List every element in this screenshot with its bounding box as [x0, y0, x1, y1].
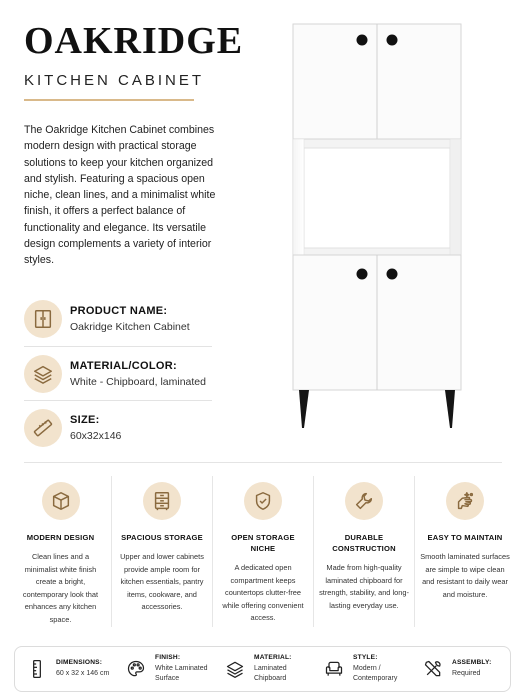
spec-material — [24, 346, 212, 400]
ruler-icon — [27, 659, 47, 679]
summary-value: Laminated Chipboard — [254, 665, 287, 682]
summary-assembly — [411, 659, 510, 679]
feature-title: DURABLE CONSTRUCTION — [332, 533, 396, 553]
summary-label: FINISH: — [155, 654, 181, 661]
section-divider — [24, 462, 502, 463]
box-icon — [42, 482, 80, 520]
summary-label: MATERIAL: — [254, 654, 292, 661]
feature-durable-construction — [313, 476, 414, 627]
feature-text: Upper and lower cabinets provide ample room for kitchen essentials, pantry items, cookware, and accessories. — [120, 552, 204, 612]
spec-summary-bar — [14, 646, 511, 692]
spec-label: PRODUCT NAME: — [70, 305, 168, 317]
title-divider — [24, 99, 194, 101]
layers-icon — [24, 355, 62, 393]
product-subtitle: KITCHEN CABINET — [24, 72, 205, 89]
drawers-icon — [143, 482, 181, 520]
feature-text: Clean lines and a minimalist white finish create a bright, contemporary look that enhances any kitchen space. — [22, 552, 99, 624]
cleaning-hand-icon — [446, 482, 484, 520]
feature-title: EASY TO MAINTAIN — [427, 533, 503, 542]
feature-list — [10, 476, 515, 627]
summary-value: White Laminated Surface — [155, 665, 208, 682]
armchair-icon — [324, 659, 344, 679]
summary-value: Modern / Contemporary — [353, 665, 398, 682]
cabinet-product-image — [285, 18, 470, 438]
summary-label: DIMENSIONS: — [56, 659, 103, 666]
spec-label: SIZE: — [70, 413, 100, 426]
feature-open-storage-niche — [212, 476, 313, 627]
shield-check-icon — [244, 482, 282, 520]
spec-product-name — [24, 292, 212, 346]
feature-text: Smooth laminated surfaces are simple to wipe clean and resistant to daily wear and moisture. — [420, 552, 510, 599]
summary-material — [213, 654, 312, 684]
layers-icon — [225, 659, 245, 679]
ruler-icon — [24, 409, 62, 447]
spec-list — [24, 292, 212, 454]
product-description: The Oakridge Kitchen Cabinet combines modern design with practical storage solutions to keep your kitchen organized and stylish. Featuring a spacious open niche, clean lines, and a minimalist white finish, it offers a perfect balance of functionality and elegance. Its versatile design complements a variety of interior styles. — [24, 124, 216, 267]
spec-value: Oakridge Kitchen Cabinet — [70, 321, 190, 333]
feature-text: A dedicated open compartment keeps countertops clutter-free while offering convenient access. — [222, 563, 304, 623]
spec-value: 60x32x146 — [70, 429, 122, 442]
cabinet-icon — [24, 300, 62, 338]
feature-modern-design — [10, 476, 111, 627]
product-title: OAKRIDGE — [24, 20, 244, 62]
summary-finish — [114, 654, 213, 684]
summary-label: ASSEMBLY: — [452, 659, 492, 666]
feature-title: OPEN STORAGE NICHE — [231, 533, 295, 553]
summary-label: STYLE: — [353, 654, 378, 661]
feature-spacious-storage — [111, 476, 212, 627]
feature-title: SPACIOUS STORAGE — [121, 533, 203, 542]
summary-dimensions — [15, 659, 114, 679]
spec-size — [24, 400, 212, 454]
summary-value: Required — [452, 670, 481, 677]
wrench-icon — [345, 482, 383, 520]
palette-icon — [126, 659, 146, 679]
feature-title: MODERN DESIGN — [26, 533, 95, 542]
summary-value: 60 x 32 x 146 cm — [56, 670, 110, 677]
tools-icon — [423, 659, 443, 679]
summary-style — [312, 654, 411, 684]
feature-text: Made from high-quality laminated chipboard for strength, stability, and long-lasting everyday use. — [319, 563, 409, 610]
brand-header — [24, 22, 243, 101]
spec-label: MATERIAL/COLOR: — [70, 359, 177, 372]
spec-value: White - Chipboard, laminated — [70, 375, 206, 388]
feature-easy-to-maintain — [414, 476, 515, 627]
